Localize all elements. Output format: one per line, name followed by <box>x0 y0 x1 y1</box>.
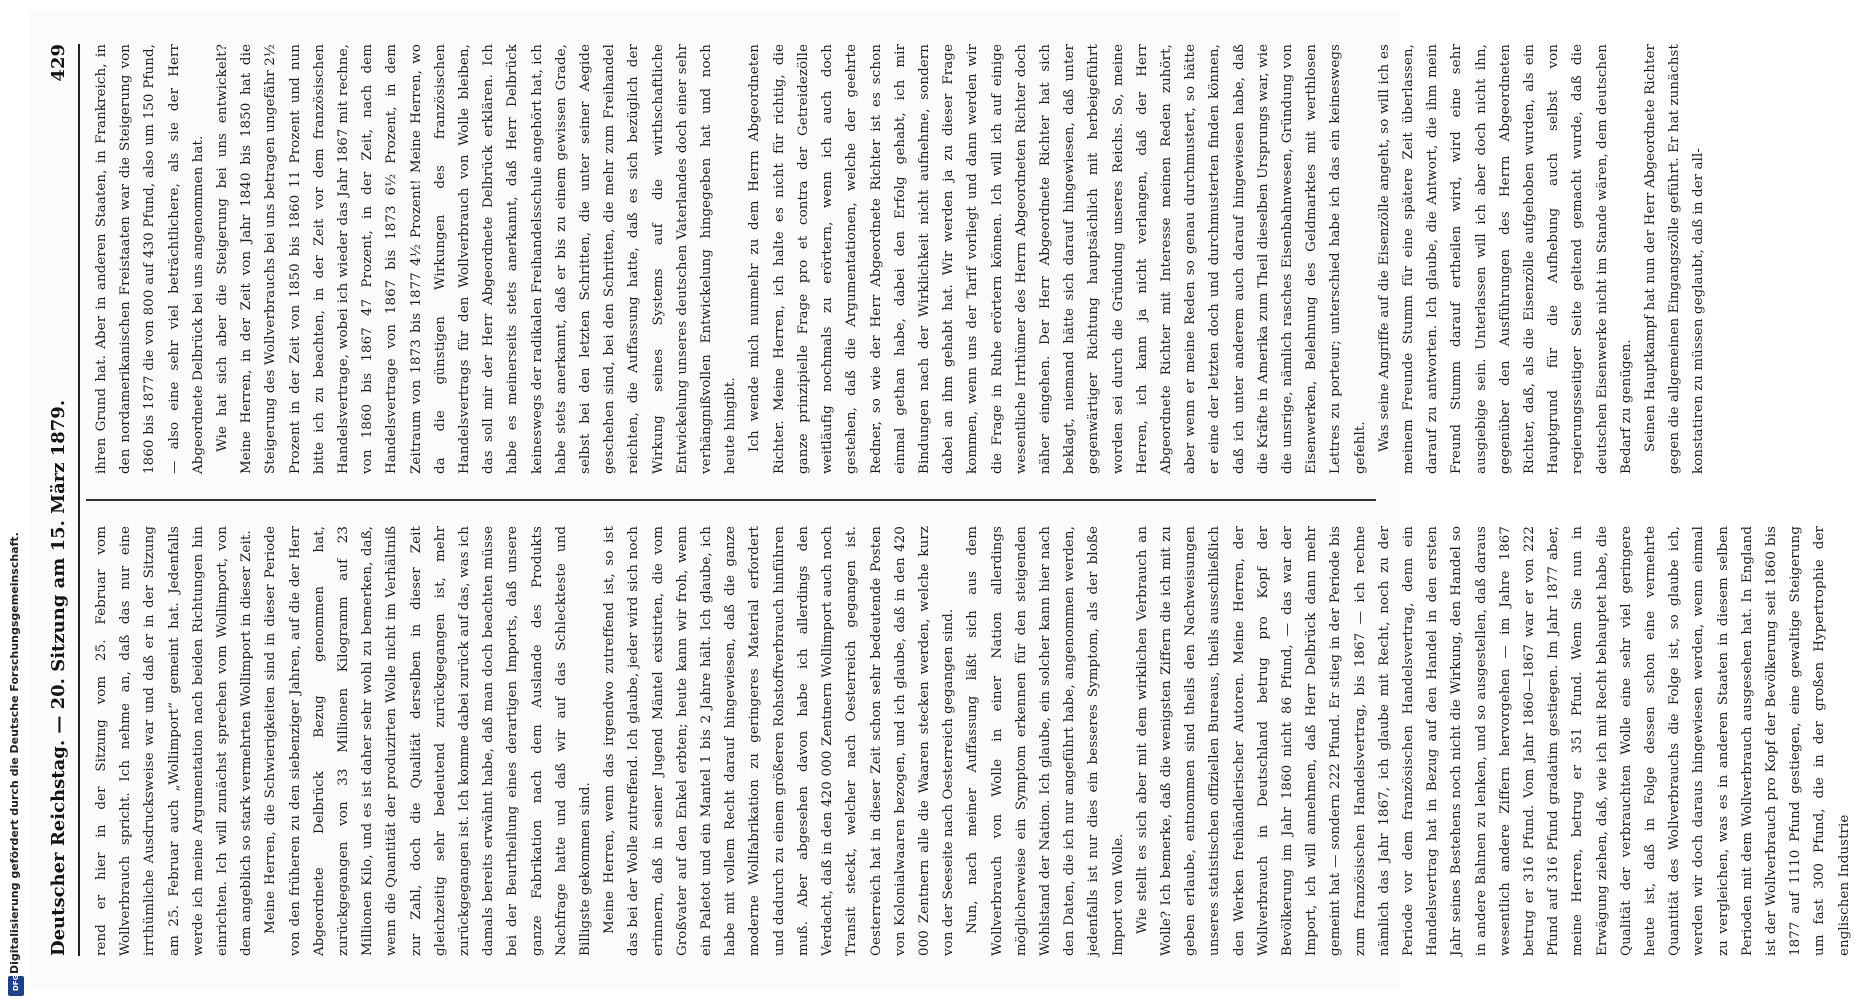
paragraph: rend er hier in der Sitzung vom 25. Februar vom Wollverbrauch spricht. Ich nehme an, daß das nur eine irrthümliche Ausdrucksweise war und daß er in der Sitzung am 25. Februar auch „Wollimport“ gemeint hat. Jedenfalls werde ich meine Argumentation nach beiden Richtungen hin einrichten. Ich will zunächst sprechen vom Wollimport, von dem angeblich so stark vermehrten Wollimport in dieser Zeit. <box>94 526 255 956</box>
paragraph: Meine Herren, wenn das irgendwo zutreffend ist, so ist das bei der Wolle zutreffend. Ich glaube, jeder wird sich noch erinnern, daß in seiner Jugend Mäntel existirten, die vom Großvater auf den Enkel erbten; heute kann wir froh, wenn ein Paletot und ein Mantel 1 bis 2 Jahre hält. Ich glaube, ich habe mit vollem Recht darauf hingewiesen, daß die ganze moderne Wollfabrikation zu geringeres Material erfordert und dadurch zu einem größeren Rohstoffverbrauch hinführen muß. Aber abgesehen davon habe ich allerdings den Verdacht, daß in den 420 000 Zentnern Wollimport auch noch Transit steckt, welcher nach Oesterreich gegangen ist. Oesterreich hat in dieser Zeit schon sehr bedeutende Posten von Kolonialwaaren bezogen, und ich glaube, daß in den 420 000 Zentnern alle die Waaren stecken werden, welche kurz von der Seeseite nach Oesterreich gegangen sind. <box>602 526 957 956</box>
header-rule <box>78 44 80 956</box>
paragraph: Wie hat sich aber die Steigerung bei uns entwickelt? Meine Herren, in der Zeit von Jahr 1840 bis 1850 hat die Steigerung des Wollverbrauchs bei uns betragen ungefähr 2½ Prozent in der Zeit von 1850 bis 1860 11 Prozent und nun bitte ich zu beachten, in der Zeit vor dem französischen Handelsvertrage, wobei ich wieder das Jahr 1867 mit rechne, von 1860 bis 1867 47 Prozent, in der Zeit, nach dem Handelsvertrage von 1867 bis 1873 6½ Prozent, in dem Zeitraum von 1873 bis 1877 4½ Prozent! Meine Herren, wo da die günstigen Wirkungen des französischen Handelsvertrags für den Wollverbrauch von Wolle bleiben, das soll mir der Herr Abgeordnete Delbrück erklären. Ich habe es meinerseits stets anerkannt, daß Herr Delbrück keineswegs der radikalen Freihandelsschule angehört hat, ich habe stets anerkannt, daß er bis zu einem gewissen Grade, selbst bei den letzten Schritten, die unter seiner Aegide geschehen sind, bei den Schritten, die mehr zum Freihandel reichten, die Auffassung hatte, daß es sich bezüglich der Wirkung seines Systems auf die wirthschaftliche Entwickelung unseres deutschen Vaterlandes doch einer sehr verhängnißvollen Entwickelung hingegeben hat und noch heute hingibt. <box>215 43 739 474</box>
document-page <box>30 10 1852 990</box>
paragraph: Wie stellt es sich aber mit dem wirklichen Verbrauch an Wolle? Ich bemerke, daß die wenigsten Ziffern die ich mit zu geben erlaube, entnommen sind theils den Nachweisungen unseres statistischen offiziellen Bureaus, theils ausschließlich den Werken freihändlerischer Autoren. Meine Herren, der Wollverbrauch in Deutschland betrug pro Kopf der Bevölkerung im Jahr 1860 nicht 86 Pfund, — das war der Import, ich will annehmen, daß Herr Delbrück dann mehr gemeint hat — sondern 222 Pfund. Er stieg in der Periode bis zum französischen Handelsvertrag, bis 1867 — ich rechne nämlich das Jahr 1867, ich glaube mit Recht, noch zu der Periode vor dem französischen Handelsvertrag, denn ein Handelsvertrag hat in Bezug auf den Handel in den ersten Jahr seines Bestehens noch nicht die Wirkung, den Handel so in andere Bahnen zu lenken, und so ausgestellen, daß daraus wesentlich andere Ziffern hervorgehen — im Jahre 1867 betrug er 316 Pfund. Vom Jahr 1860—1867 war er von 222 Pfund auf 316 Pfund gradatim gestiegen. Im Jahr 1877 aber, meine Herren, betrug er 351 Pfund. Wenn Sie nun in Erwägung ziehen, daß, wie ich mit Recht behauptet habe, die Qualität der verbrauchten Wolle eine sehr viel geringere heute ist, daß in Folge dessen schon eine vermehrte Quantität des Wollverbrauchs die Folge ist, so glaube ich, werden wir doch daraus hingewiesen werden, wenn einmal zu vergleichen, was es in anderen Staaten in diesem selben Perioden mit dem Wollverbrauch ausgesehen hat. In England ist der Wollverbrauch pro Kopf der Bevölkerung seit 1860 bis 1877 auf 1110 Pfund gestiegen, eine gewaltige Steigerung um fast 300 Pfund, die in der großen Hypertrophie der englischen Industrie <box>1134 526 1852 956</box>
page-header <box>48 44 74 956</box>
paragraph: ihren Grund hat. Aber in anderen Staaten, in Frankreich, in den nordamerikanischen Freistaaten war die Steigerung von 1860 bis 1877 die von 800 auf 430 Pfund, also um 150 Pfund, — also eine sehr viel beträchtlichere, als sie der Herr Abgeordnete Delbrück bei uns angenommen hat. <box>94 44 206 474</box>
digitization-note: Digitalisierung gefördert durch die Deutsche Forschungsgemeinschaft. <box>8 532 21 974</box>
left-column <box>90 526 1852 956</box>
dfg-logo <box>8 976 24 996</box>
paragraph: Meine Herren, die Schwierigkeiten sind in dieser Periode von den früheren zu den siebenziger Jahren, auf die der Herr Abgeordnete Delbrück Bezug genommen hat, zurückgegangen von 33 Millionen Kilogramm auf 23 Millionen Kilo, und es ist daher sehr wohl zu bemerken, daß, wenn die Quantität der produzirten Wolle nicht im Verhältniß zur Zahl, doch die Qualität derselben in dieser Zeit gleichzeitig sehr bedeutend zurückgegangen ist, mehr zurückgegangen ist. Ich komme dabei zurück auf das, was ich damals bereits erwähnt habe, daß man doch beachten müsse bei der Beurtheilung eines derartigen Imports, daß unsere ganze Fabrikation nach dem Auslande des Produkts Nachfrage hatte und daß wir auf das Schleckteste und Billigste gekommen sind. <box>263 526 594 956</box>
dfg-logo-text: DFG <box>12 974 20 991</box>
paragraph: Ich wende mich nunmehr zu dem Herrn Abgeordneten Richter. Meine Herren, ich halte es nicht für richtig, die ganze prinzipielle Frage pro et contra der Getreidezölle weitläufig nochmals zu erörtern, wenn ich auch doch gestehen, daß die Argumentationen, welche der geehrte Redner, so wie der Herr Abgeordnete Richter ist es schon einmal gethan habe, dabei den Erfolg gehabt, ich mir Bindungen nach der Wirklichkeit nicht aufnehme, sondern dabei an ihm gehabt hat. Wir werden ja zu dieser Frage kommen, wenn uns der Tarif vorliegt und dann werden wir die Frage in Ruhe erörtern können. Ich will ich auf einige wesentliche Irrthümer des Herrn Abgeordneten Richter doch näher eingehen. Der Herr Abgeordnete Richter hat sich beklagt, niemand hätte sich darauf hingewiesen, daß unter gegenwärtiger Richtung hauptsächlich mit herbeigeführt worden sei durch die Gründung unseres Reichs. So, meine Herren, ich kann ja nicht verlangen, daß der Herr Abgeordnete Richter mit Interesse meinen Reden zuhört, aber wenn er meine Reden so genau durchmustert, so hätte er eine der letzten doch und durchmusterten finden können, daß ich unter anderem auch darauf hingewiesen habe, daß die Kräfte in Amerika zum Theil dieselben Ursprungs war, wie die unsrige, nämlich rasches Eisenbahnwesen, Gründung von Eisenwerken, Belehnung des Geldmarktes mit werthlosen Lettres zu porteur; unterschied habe ich das ein keineswegs gefehlt. <box>747 44 1368 474</box>
running-title: Deutscher Reichstag. — 20. Sitzung am 15. März 1879. <box>48 399 69 956</box>
right-column <box>90 43 1707 474</box>
page-number: 429 <box>48 44 69 82</box>
paragraph: Seinen Hauptkampf hat nun der Herr Abgeordnete Richter gegen die allgemeinen Eingangszölle geführt. Er hat zunächst konstatiren zu müssen geglaubt, daß in der all- <box>1643 44 1707 474</box>
paragraph: Was seine Angriffe auf die Eisenzölle angeht, so will ich es meinem Freunde Stumm für eine spätere Zeit überlassen, darauf zu antworten. Ich glaube, die Antwort, die ihm mein Freund Stumm darauf ertheilen wird, wird eine sehr ausgiebige sein. Unterlassen will ich aber doch nicht ihn, gegenüber den Ausführungen des Herrn Abgeordneten Richter, daß, als die Eisenzölle aufgehoben wurden, als ein Hauptgrund für die Aufhebung auch selbst von regierungsseitiger Seite geltend gemacht wurde, daß die deutschen Eisenwerke nicht im Stande wären, dem deutschen Bedarf zu genügen. <box>1376 44 1634 474</box>
paragraph: Nun, nach meiner Auffassung läßt sich aus dem Wollverbrauch von Wolle in einer Nation allerdings möglicherweise ein Symptom erkennen für den steigenden Wohlstand der Nation. Ich glaube, ein solcher kann hier nach den Daten, die ich nur angeführt habe, angenommen werden, jedenfalls ist nur dies ein besseres Symptom, als der bloße Import von Wolle. <box>965 526 1126 956</box>
digitization-strip <box>6 0 24 1000</box>
column-divider <box>86 500 1376 502</box>
